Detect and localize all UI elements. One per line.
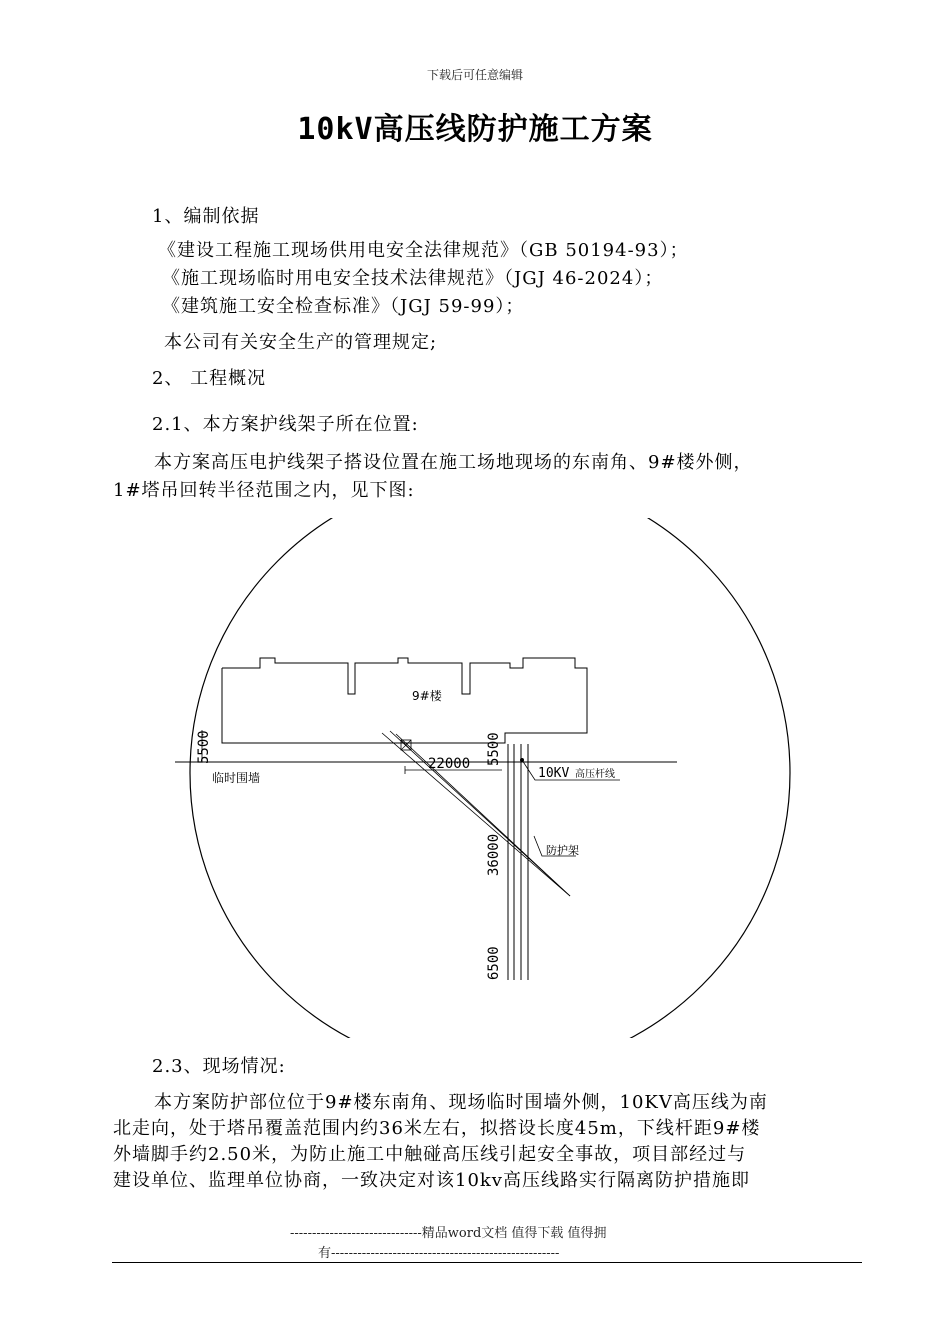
footer-text-continued: 有---------------------------------------------------- (318, 1246, 560, 1261)
guard-frame-line (396, 734, 570, 896)
footer-text: ------------------------------精品word文档 值得下载 值得拥 (290, 1226, 607, 1241)
section-2-1-heading: 2.1、本方案护线架子所在位置: (152, 414, 419, 435)
guard-label: 防护架 (546, 844, 579, 857)
wall-label: 临时围墙 (212, 771, 261, 785)
section-2-3-heading: 2.3、现场情况: (152, 1056, 286, 1077)
guard-frame-line (382, 733, 570, 896)
hv-line-label: 10KV (538, 766, 570, 781)
section-2-1-paragraph: 1#塔吊回转半径范围之内，见下图: (113, 480, 415, 501)
section-2-3-line: 本方案防护部位位于9#楼东南角、现场临时围墙外侧，10KV高压线为南 (154, 1092, 768, 1113)
reference-item: 《建设工程施工现场供用电安全法律规范》（GB 50194-93）； (158, 240, 689, 261)
section-2-3-line: 外墙脚手约2.50米，为防止施工中触碰高压线引起安全事故，项目部经过与 (113, 1144, 747, 1165)
dim-5500-left: 5500 (196, 730, 212, 764)
reference-item: 本公司有关安全生产的管理规定; (164, 332, 438, 353)
hv-line-label-suffix: 高压杆线 (575, 769, 615, 780)
section-2-3-line: 北走向，处于塔吊覆盖范围内约36米左右，拟搭设长度45m，下线杆距9#楼 (113, 1118, 761, 1139)
site-plan-diagram (150, 518, 830, 1038)
reference-item: 《建筑施工安全检查标准》（JGJ 59-99）； (162, 296, 525, 317)
section-1-heading: 1、编制依据 (152, 206, 260, 227)
dim-36000: 36000 (486, 833, 502, 876)
building-outline (222, 658, 587, 743)
reference-item: 《施工现场临时用电安全技术法律规范》（JGJ 46-2024）； (162, 268, 664, 289)
dim-5500-right: 5500 (486, 732, 502, 766)
section-2-heading: 2、 工程概况 (152, 368, 267, 389)
building-label: 9#楼 (412, 689, 442, 703)
document-title: 10kV高压线防护施工方案 (297, 112, 653, 147)
section-2-1-paragraph: 本方案高压电护线架子搭设位置在施工场地现场的东南角、9#楼外侧， (154, 452, 753, 473)
section-2-3-line: 建设单位、监理单位协商，一致决定对该10kv高压线路实行隔离防护措施即 (113, 1170, 750, 1191)
dim-22000: 22000 (428, 756, 471, 772)
footer-rule (112, 1262, 862, 1263)
dim-6500: 6500 (486, 946, 502, 980)
header-note: 下载后可任意编辑 (426, 68, 523, 82)
